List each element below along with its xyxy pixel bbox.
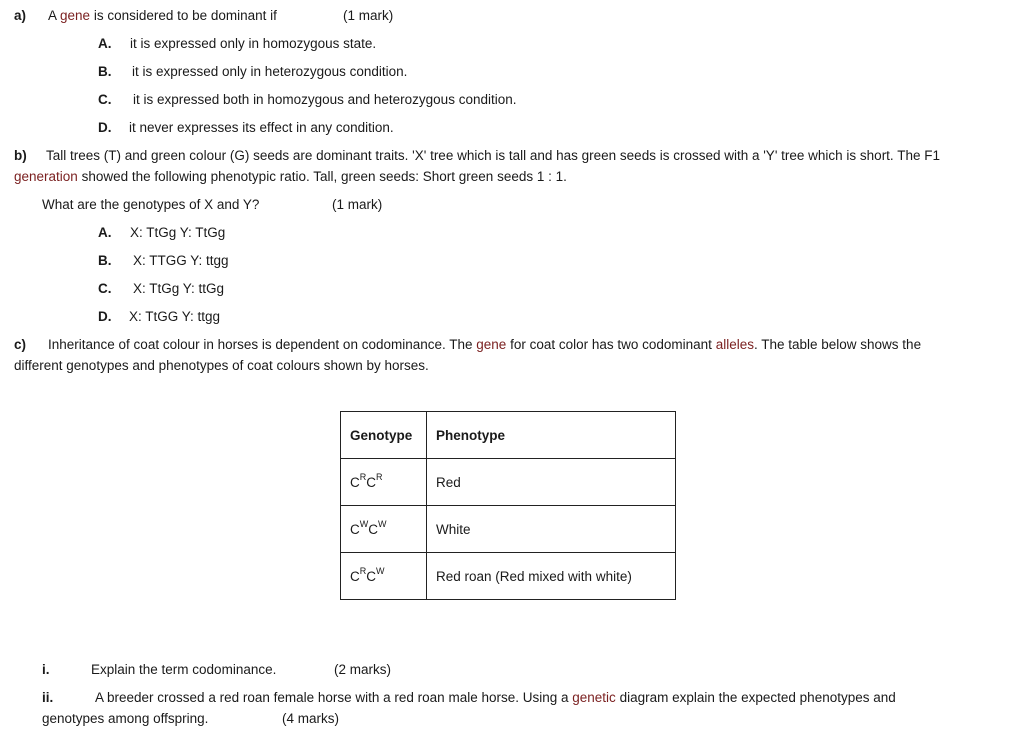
phenotype-cell: White	[427, 506, 676, 553]
option-letter: C.	[98, 92, 112, 107]
part-b-line2: generation showed the following phenotypic ratio. Tall, green seeds: Short green seeds 1 : 1.	[14, 169, 567, 184]
genotype-table	[340, 411, 676, 600]
sub-i-label: i.	[42, 662, 50, 677]
sub-ii-marks: (4 marks)	[282, 711, 339, 726]
option-letter: B.	[98, 253, 112, 268]
part-c-line2: different genotypes and phenotypes of coat colours shown by horses.	[14, 358, 429, 373]
part-b-line1: Tall trees (T) and green colour (G) seeds are dominant traits. 'X' tree which is tall and has green seeds is crossed with a 'Y' tree which is short. The F1	[46, 148, 940, 163]
option-letter: D.	[98, 309, 112, 324]
option-text: it is expressed both in homozygous and heterozygous condition.	[133, 92, 517, 107]
highlight-generation: generation	[14, 169, 78, 184]
part-b-marks: (1 mark)	[332, 197, 383, 212]
table-row	[341, 553, 676, 600]
table-row	[341, 459, 676, 506]
sub-ii-line1: A breeder crossed a red roan female horse with a red roan male horse. Using a genetic diagram explain the expected phenotypes and	[95, 690, 896, 705]
sub-i-marks: (2 marks)	[334, 662, 391, 677]
option-letter: B.	[98, 64, 112, 79]
sub-ii-line2: genotypes among offspring.	[42, 711, 209, 726]
option-letter: C.	[98, 281, 112, 296]
part-a-question: A gene is considered to be dominant if	[48, 8, 277, 23]
part-c-label: c)	[14, 337, 27, 352]
phenotype-cell: Red roan (Red mixed with white)	[427, 553, 676, 600]
option-letter: A.	[98, 36, 112, 51]
phenotype-cell: Red	[427, 459, 676, 506]
highlight-gene: gene	[476, 337, 507, 352]
option-text: it is expressed only in homozygous state.	[130, 36, 377, 51]
part-b-question: What are the genotypes of X and Y?	[42, 197, 260, 212]
table-header-genotype: Genotype	[341, 412, 427, 459]
sub-ii-label: ii.	[42, 690, 54, 705]
table-row	[341, 506, 676, 553]
option-text: it never expresses its effect in any condition.	[129, 120, 394, 135]
option-text: X: TtGg Y: ttGg	[133, 281, 225, 296]
genotype-cell: $C^RC^R$	[341, 459, 427, 506]
option-text: it is expressed only in heterozygous condition.	[132, 64, 408, 79]
sub-i-text: Explain the term codominance.	[91, 662, 277, 677]
genotype-cell: $C^RC^W$	[341, 553, 427, 600]
highlight-genetic: genetic	[572, 690, 616, 705]
option-letter: D.	[98, 120, 112, 135]
option-text: X: TtGg Y: TtGg	[130, 225, 226, 240]
part-a-marks: (1 mark)	[343, 8, 394, 23]
part-c-line1: Inheritance of coat colour in horses is dependent on codominance. The gene for coat color has two codominant alleles. The table below shows the	[48, 337, 922, 352]
genotype-cell: $C^WC^W$	[341, 506, 427, 553]
option-text: X: TTGG Y: ttgg	[133, 253, 229, 268]
table-header-phenotype: Phenotype	[427, 412, 676, 459]
highlight-gene: gene	[60, 8, 91, 23]
part-b-label: b)	[14, 148, 27, 163]
table-header-row	[341, 412, 676, 459]
option-text: X: TtGG Y: ttgg	[129, 309, 221, 324]
highlight-alleles: alleles	[715, 337, 754, 352]
option-letter: A.	[98, 225, 112, 240]
part-a-label: a)	[14, 8, 27, 23]
